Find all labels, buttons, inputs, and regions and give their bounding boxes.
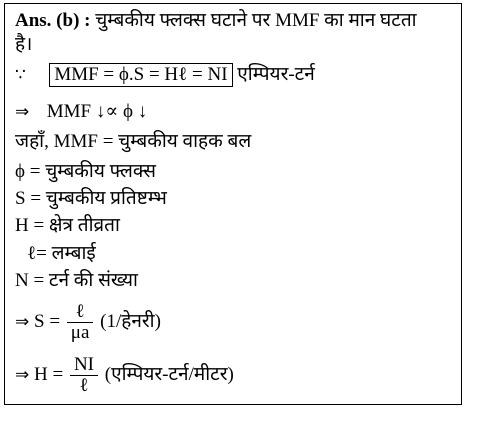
since-line (15, 63, 315, 87)
definition-n: N = टर्न की संख्या (15, 270, 138, 291)
definition-s: S = चुम्बकीय प्रतिष्टम्भ (15, 188, 167, 209)
implies-line (15, 101, 147, 123)
since-unit: एम्पियर-टर्न (237, 64, 315, 85)
mmf-proportional: MMF ↓∝ ϕ ↓ (46, 101, 148, 122)
formula-h-denominator: ℓ (79, 375, 89, 396)
formula-s-fraction (67, 302, 94, 343)
formula-s-numerator: ℓ (67, 302, 94, 323)
implies-symbol-2: ⇒ (15, 311, 30, 332)
definition-phi: ϕ = चुम्बकीय फ्लक्स (15, 161, 156, 182)
implies-symbol-3: ⇒ (15, 364, 30, 385)
definition-h: H = क्षेत्र तीव्रता (15, 215, 120, 236)
answer-line-1 (15, 10, 417, 32)
implies-symbol-1: ⇒ (15, 102, 30, 122)
formula-h-unit: (एम्पियर-टर्न/मीटर) (104, 363, 234, 385)
answer-text-1: चुम्बकीय फ्लक्स घटाने पर MMF का मान घटता (95, 10, 417, 31)
answer-box (4, 3, 462, 405)
definition-l: ℓ= लम्बाई (27, 243, 96, 264)
since-symbol: ∵ (15, 65, 26, 85)
formula-s-line (15, 302, 161, 343)
answer-line-2 (15, 34, 32, 56)
where-line (15, 131, 251, 153)
formula-s-unit: (1/हेनरी) (100, 310, 161, 332)
answer-label: Ans. (b) : (15, 10, 91, 31)
where-text: जहाँ, MMF = चुम्बकीय वाहक बल (15, 131, 252, 152)
formula-h-fraction (70, 355, 98, 396)
formula-s-denominator: μa (70, 322, 90, 343)
formula-h-numerator: NI (70, 355, 98, 376)
mmf-formula-box: MMF = ϕ.S = Hℓ = NI (49, 63, 232, 87)
formula-s-lhs: S = (34, 310, 61, 332)
answer-text-2: है। (15, 34, 33, 55)
formula-h-lhs: H = (34, 363, 64, 385)
formula-h-line (15, 355, 234, 396)
